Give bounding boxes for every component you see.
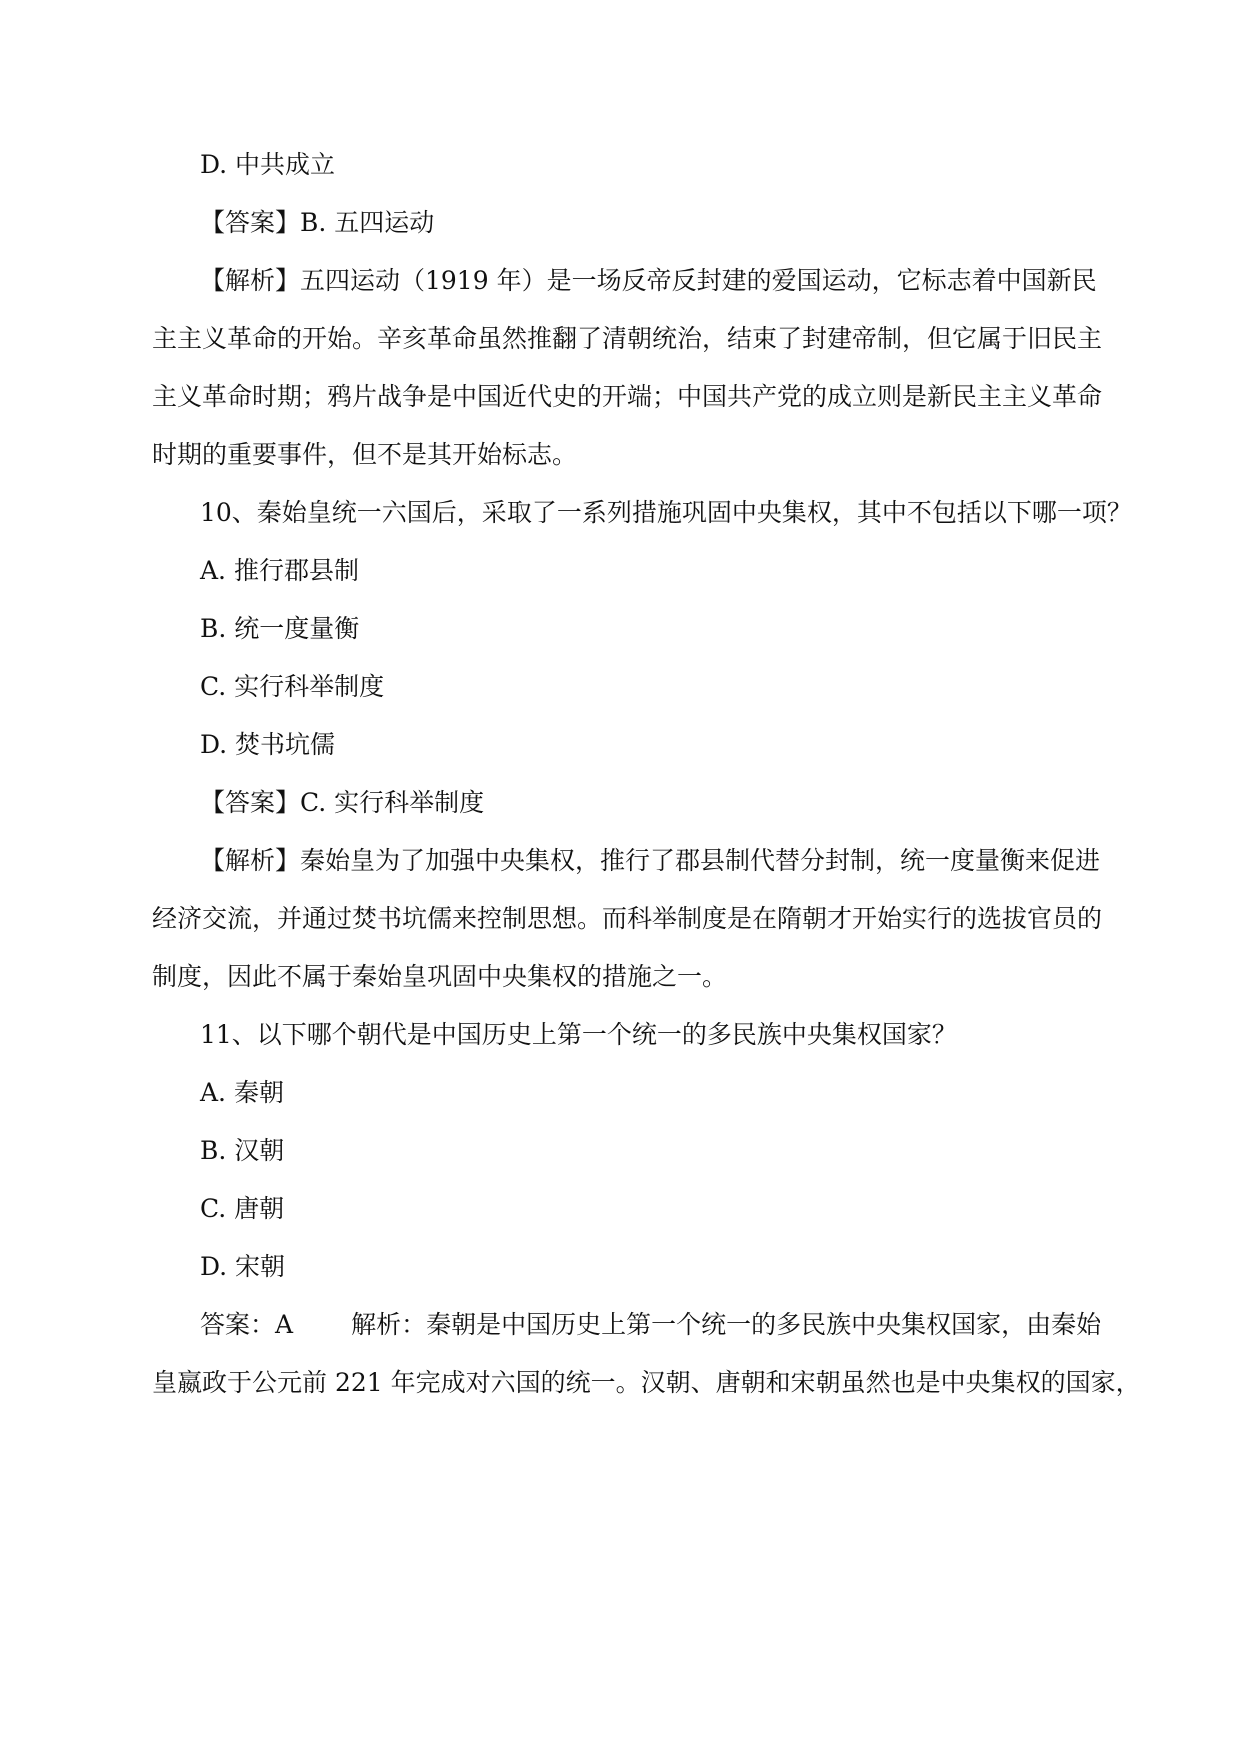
q10-option-b: B. 统一度量衡 <box>200 614 360 643</box>
q11-option-b: B. 汉朝 <box>200 1136 285 1165</box>
q11-option-a: A. 秦朝 <box>200 1078 284 1107</box>
q11-option-d: D. 宋朝 <box>200 1252 286 1281</box>
q11-analysis-line-1: 解析：秦朝是中国历史上第一个统一的多民族中央集权国家，由秦始 <box>351 1310 1102 1339</box>
q11-option-c: C. 唐朝 <box>200 1194 285 1223</box>
q11-answer: 答案：A <box>200 1310 294 1339</box>
q10-question: 10、秦始皇统一六国后，采取了一系列措施巩固中央集权，其中不包括以下哪一项？ <box>200 498 1132 527</box>
q10-option-a: A. 推行郡县制 <box>200 556 359 585</box>
q9-option-d: D. 中共成立 <box>200 150 336 179</box>
q10-option-c: C. 实行科举制度 <box>200 672 385 701</box>
q11-answer-line <box>200 1308 1101 1342</box>
q10-analysis-line-2: 经济交流，并通过焚书坑儒来控制思想。而科举制度是在隋朝才开始实行的选拔官员的 <box>152 904 1103 933</box>
q11-analysis-line-2: 皇嬴政于公元前 221 年完成对六国的统一。汉朝、唐朝和宋朝虽然也是中央集权的国家， <box>152 1368 1141 1397</box>
q10-analysis-line-3: 制度，因此不属于秦始皇巩固中央集权的措施之一。 <box>152 962 728 991</box>
q10-analysis-line-1: 【解析】秦始皇为了加强中央集权，推行了郡县制代替分封制，统一度量衡来促进 <box>200 846 1101 875</box>
q10-answer: 【答案】C. 实行科举制度 <box>200 788 485 817</box>
q9-analysis-line-1: 【解析】五四运动（1919 年）是一场反帝反封建的爱国运动，它标志着中国新民 <box>200 266 1097 295</box>
q9-analysis-line-2: 主主义革命的开始。辛亥革命虽然推翻了清朝统治，结束了封建帝制，但它属于旧民主 <box>152 324 1103 353</box>
q9-answer: 【答案】B. 五四运动 <box>200 208 435 237</box>
q11-question: 11、以下哪个朝代是中国历史上第一个统一的多民族中央集权国家？ <box>200 1020 957 1049</box>
q9-analysis-line-4: 时期的重要事件，但不是其开始标志。 <box>152 440 578 469</box>
q10-option-d: D. 焚书坑儒 <box>200 730 336 759</box>
q9-analysis-line-3: 主义革命时期；鸦片战争是中国近代史的开端；中国共产党的成立则是新民主主义革命 <box>152 382 1103 411</box>
